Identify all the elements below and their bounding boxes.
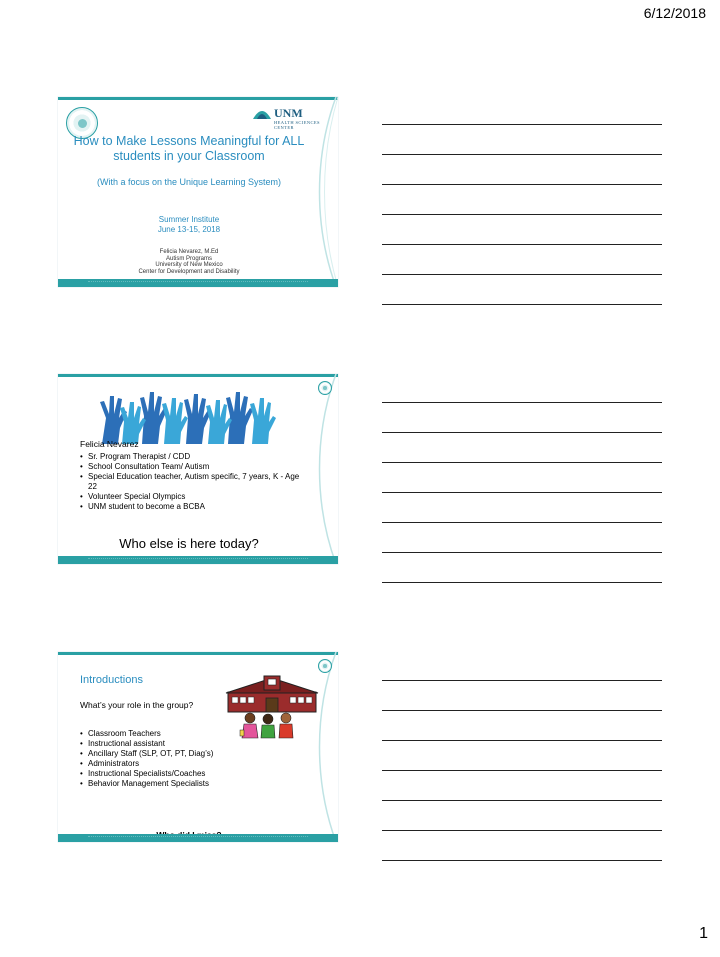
note-line bbox=[382, 800, 662, 801]
note-line bbox=[382, 770, 662, 771]
slide-3-title: Introductions bbox=[80, 674, 143, 686]
list-item: • Ancillary Staff (SLP, OT, PT, Diag’s) bbox=[80, 749, 250, 759]
unm-logo-icon bbox=[252, 107, 272, 121]
institute-name: Summer Institute bbox=[158, 215, 220, 224]
note-line bbox=[382, 582, 662, 583]
slide-bottom-bar bbox=[58, 556, 338, 564]
list-item: • Instructional Specialists/Coaches bbox=[80, 769, 250, 779]
slide-2 bbox=[58, 374, 338, 564]
note-line bbox=[382, 522, 662, 523]
slide-bottom-bar bbox=[58, 279, 338, 287]
list-item: • Behavior Management Specialists bbox=[80, 779, 250, 789]
note-line bbox=[382, 710, 662, 711]
university-seal-icon bbox=[318, 381, 332, 395]
presenter-name: Felicia Nevarez bbox=[80, 439, 139, 449]
slide-top-bar bbox=[58, 652, 338, 655]
presenter-info bbox=[58, 249, 320, 275]
note-line bbox=[382, 274, 662, 275]
list-item: • Administrators bbox=[80, 759, 250, 769]
role-list bbox=[80, 729, 250, 789]
note-line bbox=[382, 304, 662, 305]
note-line bbox=[382, 552, 662, 553]
slide-3-question: What’s your role in the group? bbox=[80, 700, 194, 710]
note-line bbox=[382, 124, 662, 125]
presenter-line: Autism Programs bbox=[165, 255, 212, 262]
slide-1 bbox=[58, 97, 338, 287]
slide-2-question: Who else is here today? bbox=[119, 536, 259, 551]
note-line bbox=[382, 860, 662, 861]
presenter-line: Felicia Nevarez, M.Ed bbox=[159, 249, 219, 255]
list-item: • UNM student to become a BCBA bbox=[80, 502, 300, 512]
university-seal-icon bbox=[318, 659, 332, 673]
page-date: 6/12/2018 bbox=[643, 5, 706, 21]
institute-info bbox=[58, 215, 320, 235]
unm-logo-subtext: HEALTH SCIENCES CENTER bbox=[274, 120, 320, 130]
note-line bbox=[382, 680, 662, 681]
presenter-bullets bbox=[80, 452, 300, 512]
list-item: • Sr. Program Therapist / CDD bbox=[80, 452, 300, 462]
page-number: 1 bbox=[699, 925, 708, 942]
slide-bottom-bar bbox=[58, 834, 338, 842]
unm-logo bbox=[252, 105, 324, 135]
note-line bbox=[382, 244, 662, 245]
note-line bbox=[382, 740, 662, 741]
list-item: • Classroom Teachers bbox=[80, 729, 250, 739]
note-line bbox=[382, 492, 662, 493]
institute-dates: June 13-15, 2018 bbox=[157, 225, 221, 234]
list-item: • Special Education teacher, Autism specific, 7 years, K - Age 22 bbox=[80, 472, 300, 492]
raised-hands-image bbox=[94, 388, 284, 444]
slide-3 bbox=[58, 652, 338, 842]
list-item: • School Consultation Team/ Autism bbox=[80, 462, 300, 472]
slide-1-subtitle: (With a focus on the Unique Learning System) bbox=[96, 177, 282, 187]
note-line bbox=[382, 462, 662, 463]
list-item: • Volunteer Special Olympics bbox=[80, 492, 300, 502]
presenter-line: University of New Mexico bbox=[155, 262, 223, 268]
slide-1-title: How to Make Lessons Meaningful for ALL students in your Classroom bbox=[73, 134, 305, 163]
note-line bbox=[382, 830, 662, 831]
slide-top-bar bbox=[58, 97, 338, 100]
note-line bbox=[382, 214, 662, 215]
slide-top-bar bbox=[58, 374, 338, 377]
note-line bbox=[382, 184, 662, 185]
list-item: • Instructional assistant bbox=[80, 739, 250, 749]
presenter-line: Center for Development and Disability bbox=[138, 268, 240, 275]
note-line bbox=[382, 432, 662, 433]
note-line bbox=[382, 154, 662, 155]
unm-logo-text: UNM bbox=[274, 106, 303, 120]
note-line bbox=[382, 402, 662, 403]
